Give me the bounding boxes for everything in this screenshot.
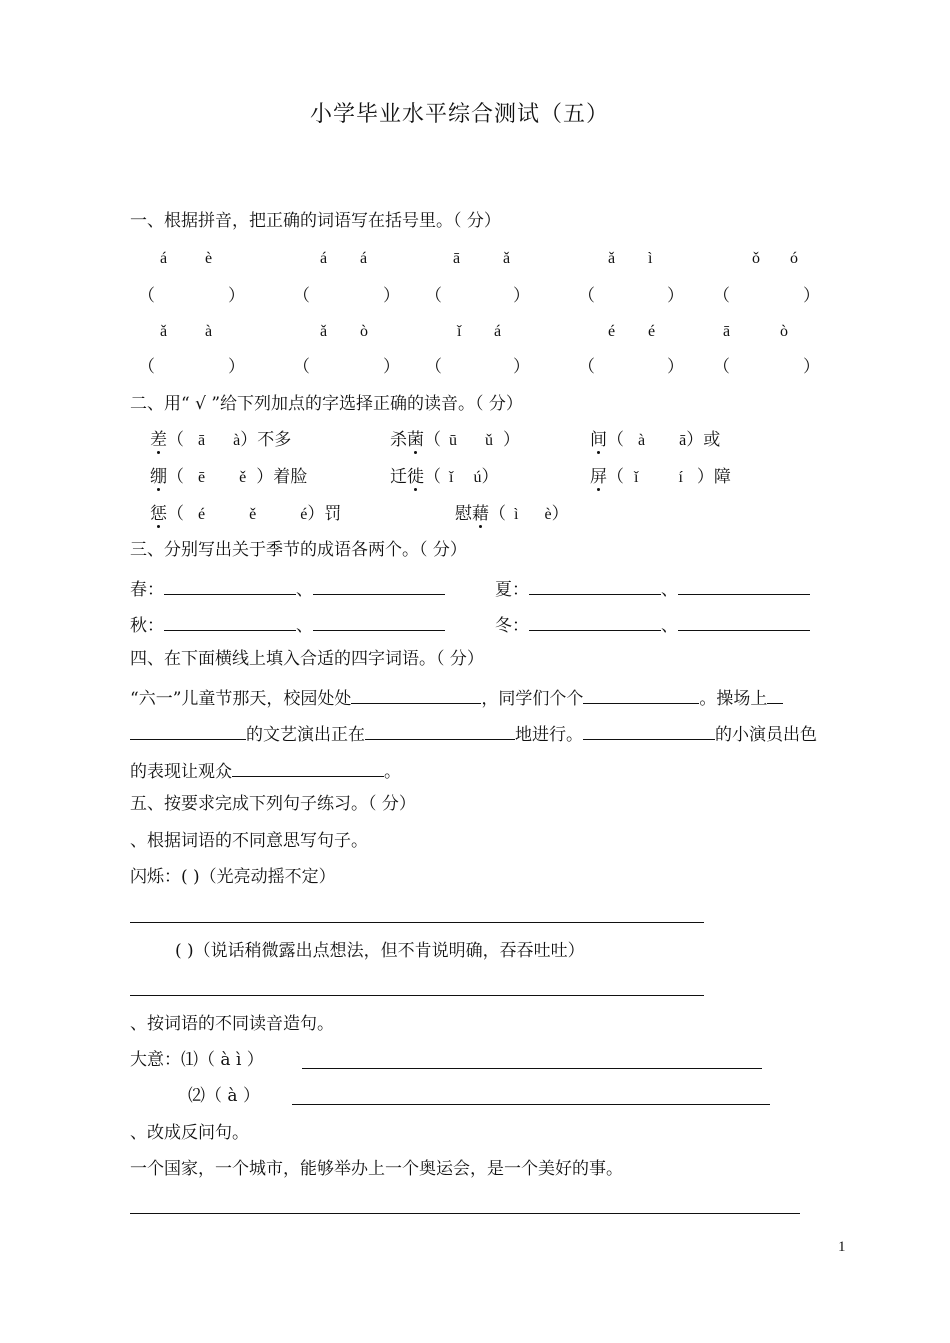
option-b[interactable]: à <box>233 432 241 449</box>
pinyin-syllable: ì <box>648 250 653 267</box>
fill-blank[interactable] <box>583 688 699 704</box>
passage-line-2 <box>130 724 817 744</box>
summer-blank-1[interactable] <box>529 579 661 595</box>
option-b[interactable]: è <box>544 506 552 523</box>
passage-text: ，同学们个个 <box>481 689 584 709</box>
section-2-heading: 二、用“ √ ”给下列加点的字选择正确的读音。（ 分） <box>130 394 523 414</box>
option-b[interactable]: ě <box>249 506 257 523</box>
reading-item <box>455 506 569 523</box>
fill-blank[interactable] <box>583 724 715 740</box>
separator: 、 <box>296 616 313 636</box>
answer-bracket-close[interactable]: ） <box>803 286 820 305</box>
dotted-char: 徙 <box>407 467 424 487</box>
passage-line-1 <box>130 688 783 708</box>
fill-blank[interactable] <box>351 688 481 704</box>
reading-item <box>150 432 291 449</box>
section-3-heading: 三、分别写出关于季节的成语各两个。（ 分） <box>130 540 467 560</box>
option-a[interactable]: ē <box>198 469 206 486</box>
page-title: 小学毕业水平综合测试（五） <box>310 102 610 127</box>
item-suffix: ） <box>503 430 520 450</box>
answer-bracket-open[interactable]: （ <box>293 357 310 376</box>
summer-row <box>495 579 810 599</box>
option-b[interactable]: í <box>678 469 683 486</box>
dotted-char: 间 <box>590 430 607 450</box>
spring-row <box>130 579 445 599</box>
dotted-char: 菌 <box>407 430 424 450</box>
summer-label: 夏： <box>495 580 529 600</box>
dayi-reading-2 <box>188 1088 260 1105</box>
option-a[interactable]: é <box>198 506 206 523</box>
autumn-blank-2[interactable] <box>313 615 445 631</box>
option-b[interactable]: ú <box>473 469 482 486</box>
option-c[interactable]: é <box>300 506 308 523</box>
autumn-row <box>130 615 445 635</box>
answer-bracket-close[interactable]: ） <box>667 357 684 376</box>
dotted-char: 差 <box>150 430 167 450</box>
answer-line[interactable] <box>130 995 704 996</box>
answer-bracket-open[interactable]: （ <box>578 286 595 305</box>
option-a[interactable]: ū <box>449 432 457 449</box>
reading-item <box>590 432 720 449</box>
autumn-blank-1[interactable] <box>164 615 296 631</box>
separator: 、 <box>661 616 678 636</box>
answer-bracket-open[interactable]: （ <box>425 357 442 376</box>
dotted-char: 绷 <box>150 467 167 487</box>
answer-bracket-close[interactable]: ） <box>513 286 530 305</box>
separator: 、 <box>661 580 678 600</box>
winter-label: 冬： <box>495 616 529 636</box>
dotted-char: 屏 <box>590 467 607 487</box>
dotted-char: 藉 <box>472 504 489 524</box>
pinyin-syllable: ò <box>780 323 788 340</box>
item-suffix: ） <box>551 504 569 524</box>
passage-text: 。 <box>384 762 401 782</box>
pinyin-syllable: ǒ <box>752 250 760 267</box>
passage-text: 。操场上 <box>699 689 768 709</box>
autumn-label: 秋： <box>130 616 164 636</box>
item-prefix: 迁 <box>390 467 407 487</box>
answer-bracket-close[interactable]: ） <box>228 286 245 305</box>
answer-bracket-close[interactable]: ） <box>228 357 245 376</box>
pinyin-syllable: à <box>205 323 213 340</box>
answer-bracket-close[interactable]: ） <box>667 286 684 305</box>
pinyin-syllable: á <box>160 250 168 267</box>
pinyin-syllable: ǐ <box>457 323 462 340</box>
winter-row <box>495 615 810 635</box>
passage-line-3 <box>130 761 401 781</box>
option-b[interactable]: ǔ <box>485 432 493 449</box>
shanshuo-meaning-2: ( )（说话稍微露出点想法，但不肯说明确，吞吞吐吐） <box>175 941 585 961</box>
pinyin-syllable: á <box>494 323 502 340</box>
pinyin-syllable: é <box>648 323 656 340</box>
section-5-heading: 五、按要求完成下列句子练习。（ 分） <box>130 794 416 814</box>
open-paren: （ <box>489 504 506 524</box>
passage-text: 的表现让观众 <box>130 762 232 782</box>
option-b[interactable]: ě <box>239 469 247 486</box>
answer-bracket-open[interactable]: （ <box>713 357 730 376</box>
item-suffix: ）不多 <box>240 430 292 450</box>
page-number: 1 <box>838 1239 846 1255</box>
fill-blank[interactable] <box>130 724 246 740</box>
open-paren: （ <box>424 467 441 487</box>
answer-line[interactable] <box>130 922 704 923</box>
reading-item <box>390 432 520 449</box>
answer-line[interactable] <box>292 1104 770 1105</box>
open-paren: （ <box>167 504 184 524</box>
pinyin-syllable: é <box>608 323 616 340</box>
open-paren: （ <box>167 430 184 450</box>
option-a[interactable]: ì <box>514 506 519 523</box>
fill-blank[interactable] <box>232 761 384 777</box>
item-prefix: 慰 <box>455 504 472 524</box>
rhetorical-source-sentence: 一个国家，一个城市，能够举办上一个奥运会，是一个美好的事。 <box>130 1159 623 1179</box>
option-a[interactable]: ā <box>198 432 206 449</box>
passage-text: 的文艺演出正在 <box>246 725 365 745</box>
answer-bracket-open[interactable]: （ <box>138 357 155 376</box>
dayi-reading-1 <box>130 1052 264 1069</box>
fill-blank[interactable] <box>365 724 515 740</box>
open-paren: （ <box>424 430 441 450</box>
fill-blank[interactable] <box>767 688 783 704</box>
answer-line[interactable] <box>130 1213 800 1214</box>
pinyin-syllable: á <box>320 250 328 267</box>
pinyin-syllable: ǎ <box>320 323 328 340</box>
answer-bracket-open[interactable]: （ <box>293 286 310 305</box>
subtask-2: 、按词语的不同读音造句。 <box>130 1014 334 1034</box>
option-a[interactable]: ǐ <box>449 469 454 486</box>
reading-item <box>390 469 498 486</box>
pinyin-syllable: è <box>205 250 213 267</box>
reading-item <box>590 469 731 486</box>
spring-blank-2[interactable] <box>313 579 445 595</box>
answer-bracket-close[interactable]: ） <box>383 357 400 376</box>
pinyin-syllable: ó <box>790 250 798 267</box>
dayi-label: 大意：⑴（ à ì ） <box>130 1050 264 1070</box>
answer-bracket-open[interactable]: （ <box>713 286 730 305</box>
passage-text: 的小演员出色 <box>715 725 817 745</box>
option-a[interactable]: ǐ <box>634 469 639 486</box>
item-suffix: ）障 <box>696 467 731 487</box>
option-b[interactable]: ā <box>679 432 687 449</box>
spring-blank-1[interactable] <box>164 579 296 595</box>
shanshuo-meaning-1: 闪烁：( )（光亮动摇不定） <box>130 867 336 887</box>
open-paren: （ <box>607 430 624 450</box>
pinyin-syllable: ǎ <box>608 250 616 267</box>
summer-blank-2[interactable] <box>678 579 810 595</box>
subtask-3: 、改成反问句。 <box>130 1123 249 1143</box>
item-suffix: ）着脸 <box>256 467 308 487</box>
item-prefix: 杀 <box>390 430 407 450</box>
separator: 、 <box>296 580 313 600</box>
answer-bracket-close[interactable]: ） <box>803 357 820 376</box>
pinyin-syllable: ò <box>360 323 368 340</box>
dayi-label: ⑵（ à ） <box>188 1086 260 1106</box>
answer-bracket-open[interactable]: （ <box>138 286 155 305</box>
answer-bracket-open[interactable]: （ <box>578 357 595 376</box>
reading-item <box>150 506 341 523</box>
pinyin-syllable: ǎ <box>503 250 511 267</box>
answer-bracket-open[interactable]: （ <box>425 286 442 305</box>
item-suffix: ） <box>481 467 499 487</box>
open-paren: （ <box>607 467 624 487</box>
section-4-heading: 四、在下面横线上填入合适的四字词语。（ 分） <box>130 649 484 669</box>
pinyin-syllable: á <box>360 250 368 267</box>
answer-line[interactable] <box>302 1068 762 1069</box>
answer-bracket-close[interactable]: ） <box>383 286 400 305</box>
answer-bracket-close[interactable]: ） <box>513 357 530 376</box>
reading-item <box>150 469 307 486</box>
passage-text: 地进行。 <box>515 725 583 745</box>
dotted-char: 惩 <box>150 504 167 524</box>
pinyin-syllable: ǎ <box>160 323 168 340</box>
option-a[interactable]: à <box>638 432 646 449</box>
spring-label: 春： <box>130 580 164 600</box>
section-1-heading: 一、根据拼音，把正确的词语写在括号里。（ 分） <box>130 211 501 231</box>
winter-blank-2[interactable] <box>678 615 810 631</box>
item-suffix: ）罚 <box>307 504 342 524</box>
winter-blank-1[interactable] <box>529 615 661 631</box>
passage-text: “六一”儿童节那天，校园处处 <box>130 689 352 709</box>
open-paren: （ <box>167 467 184 487</box>
pinyin-syllable: ā <box>723 323 731 340</box>
pinyin-syllable: ā <box>453 250 461 267</box>
item-suffix: ）或 <box>686 430 721 450</box>
subtask-1: 、根据词语的不同意思写句子。 <box>130 831 368 851</box>
